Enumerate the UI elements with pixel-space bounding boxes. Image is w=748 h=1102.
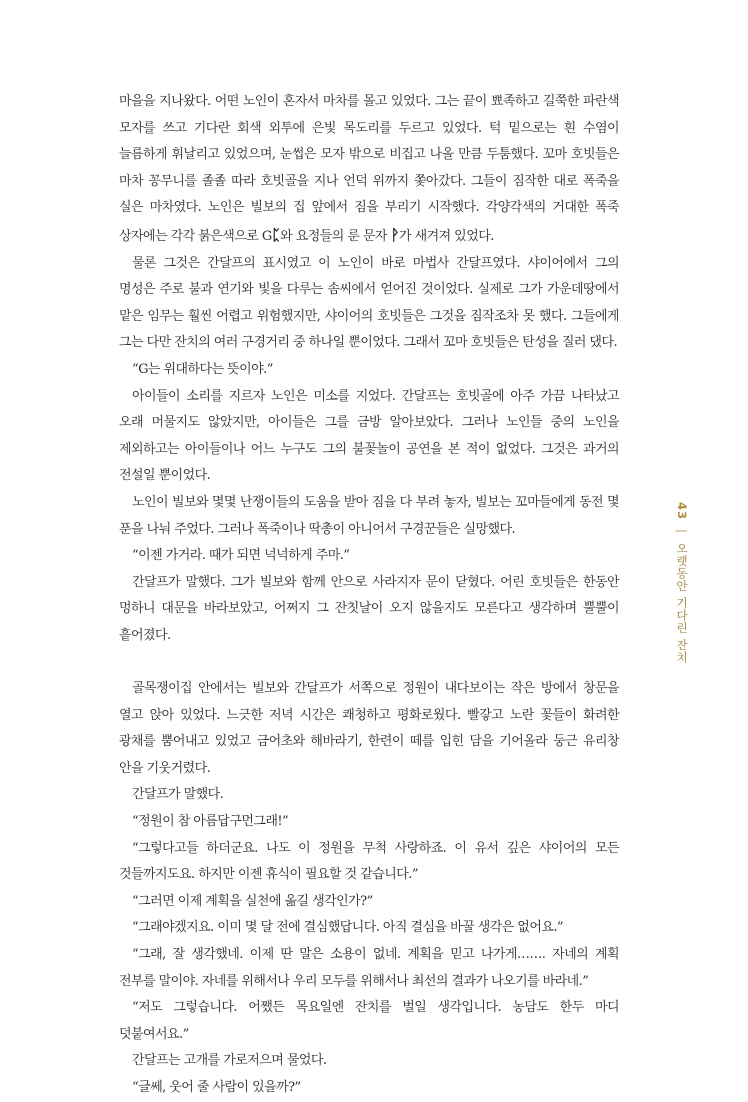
dialogue-line: “그렇다고들 하더군요. 나도 이 정원을 무척 사랑하죠. 이 유서 깊은 샤이어의 모든 것들까지도요. 하지만 이젠 휴식이 필요할 것 같습니다.” [119,840,619,883]
dialogue-line: “이젠 가거라. 때가 되면 넉넉하게 주마.” [132,548,350,564]
paragraph: 아이들이 소리를 지르자 노인은 미소를 지었다. 간달프는 호빗골에 아주 가끔 나타났고 오래 머물지도 않았지만, 아이들은 그를 금방 알아보았다. 그러나 노인들 중의 노인을 제외하고는 아이들이나 어느 누구도 그의 불꽃놀이 공연을 본 적이 없었다. 그것은 과거의 전설일 뿐이었다. [119,388,619,484]
dialogue-line: “저도 그렇습니다. 어쨌든 목요일엔 잔치를 벌일 생각입니다. 농담도 한두 마디 덧붙여서요.” [119,1000,619,1042]
running-head [674,502,690,664]
paragraph: 물론 그것은 간달프의 표시였고 이 노인이 바로 마법사 간달프였다. 샤이어에서 그의 명성은 주로 불과 연기와 빛을 다루는 솜씨에서 얻어진 것이었다. 실제로 그가 가운데땅에서 맡은 임무는 훨씬 어렵고 위험했지만, 샤이어의 호빗들은 그것을 짐작조차 못 했다. 그들에게 그는 다만 잔치의 여러 구경거리 중 하나일 뿐이었다. 그래서 꼬마 호빗들은 탄성을 질러 댔다. [119,255,619,351]
running-head-divider: | [675,528,689,534]
dialogue-line: “정원이 참 아름답구먼그래!” [132,814,289,830]
paragraph: 노인이 빌보와 몇몇 난쟁이들의 도움을 받아 짐을 다 부려 놓자, 빌보는 꼬마들에게 동전 몇 푼을 나눠 주었다. 그러나 폭죽이나 딱총이 아니어서 구경꾼들은 실망했다. [119,494,619,537]
paragraph-text: 마을을 지나왔다. 어떤 노인이 혼자서 마차를 몰고 있었다. 그는 끝이 뾰족하고 길쭉한 파란색 모자를 쓰고 기다란 회색 외투에 은빛 목도리를 두르고 있었다. 턱 밑으로는 흰 수염이 늘름하게 휘날리고 있었으며, 눈썹은 모자 밖으로 비집고 나올 만큼 두툼했다. 꼬마 호빗들은 마차 꽁무니를 졸졸 따라 호빗골을 지나 언덕 위까지 쫓아갔다. 그들이 짐작한 대로 폭죽을 실은 마차였다. 노인은 빌보의 집 앞에서 짐을 부리기 시작했다. 각양각색의 거대한 폭죽 상자에는 각각 붉은색으로 G [119,94,619,244]
paragraph-text: 와 요정들의 룬 문자 [280,228,391,244]
chapter-title: 오랫동안 기다린 잔치 [675,542,689,665]
paragraph [119,89,619,251]
dialogue-line: “그러면 이제 계획을 실천에 옮길 생각인가?” [132,893,373,909]
paragraph: 골목쟁이집 안에서는 빌보와 간달프가 서쪽으로 정원이 내다보이는 작은 방에서 창문을 열고 앉아 있었다. 느긋한 저녁 시간은 쾌청하고 평화로웠다. 빨갛고 노란 꽃들이 화려한 광채를 뿜어내고 있었고 금어초와 해바라기, 한련이 떼를 입힌 담을 기어올라 둥근 유리창 안을 기웃거렸다. [119,681,619,776]
rune-elf-icon: ᚹ [390,225,399,244]
section-break [119,649,619,676]
paragraph: 간달프가 말했다. [132,787,224,803]
paragraph: 간달프는 고개를 가로저으며 물었다. [132,1053,327,1069]
paragraph-text: 가 새겨져 있었다. [398,228,494,244]
dialogue-line: “그래, 잘 생각했네. 이제 딴 말은 소용이 없네. 계획을 믿고 나가게……. 자네의 계획 전부를 말이야. 자네를 위해서나 우리 모두를 위해서나 최선의 결과가 나오기를 바라네.” [119,947,619,989]
rune-g-icon: ᛈ [271,225,281,244]
body-text [119,89,619,1102]
page-number: 43 [675,502,689,521]
dialogue-line: “글쎄, 웃어 줄 사람이 있을까?” [132,1079,301,1095]
paragraph: 간달프가 말했다. 그가 빌보와 함께 안으로 사라지자 문이 닫혔다. 어린 호빗들은 한동안 멍하니 대문을 바라보았고, 어쩌지 그 잔칫날이 오지 않을지도 모른다고 생각하며 뿔뿔이 흩어졌다. [119,574,619,643]
dialogue-line: “그래야겠지요. 이미 몇 달 전에 결심했답니다. 아직 결심을 바꿀 생각은 없어요.” [132,920,564,936]
dialogue-line: “G는 위대하다는 뜻이야.” [132,361,273,377]
